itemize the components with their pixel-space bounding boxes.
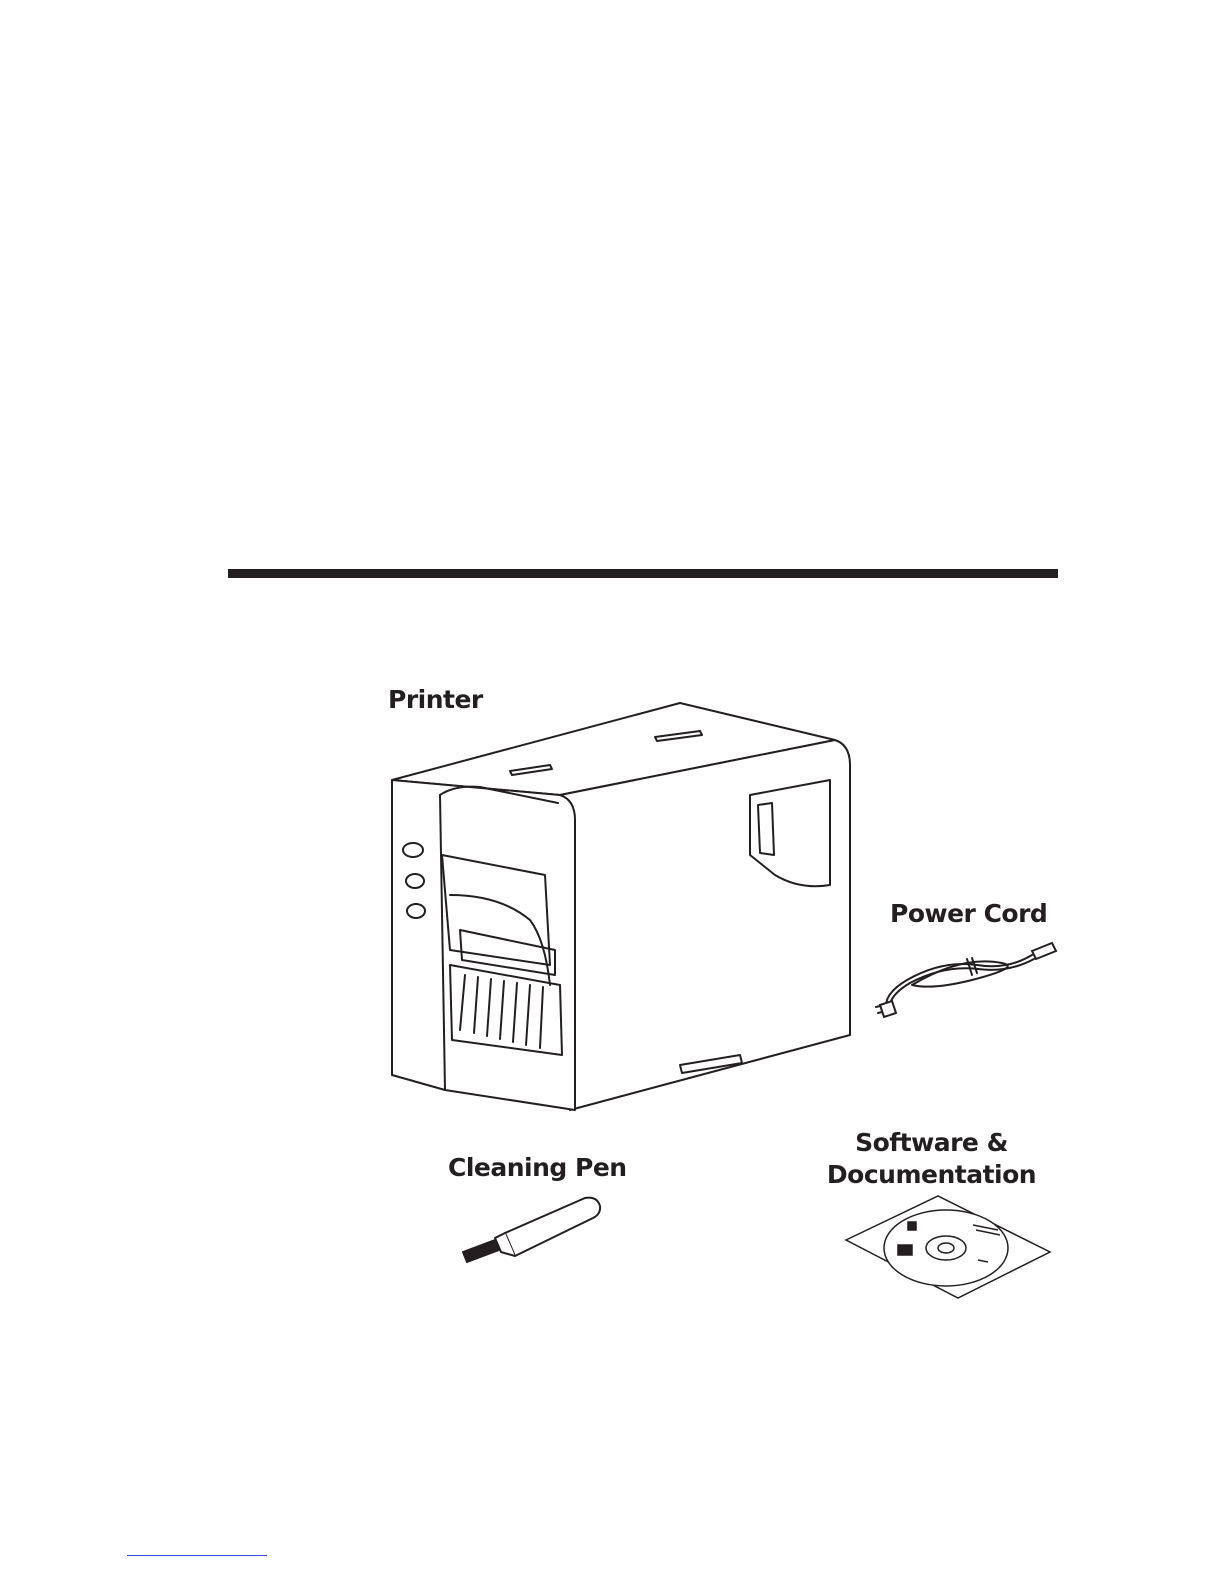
printer-label: Printer bbox=[388, 685, 483, 714]
section-divider-rule bbox=[228, 569, 1058, 578]
cd-icon bbox=[838, 1190, 1058, 1305]
printer-icon bbox=[380, 695, 860, 1120]
cleaning-pen-icon bbox=[455, 1188, 615, 1268]
software-documentation-label bbox=[824, 1127, 1039, 1191]
software-label-line1: Software & bbox=[855, 1128, 1008, 1157]
software-label-line2: Documentation bbox=[826, 1160, 1037, 1189]
power-cord-label: Power Cord bbox=[890, 899, 1048, 928]
cleaning-pen-label: Cleaning Pen bbox=[448, 1153, 627, 1182]
power-cord-icon bbox=[872, 925, 1062, 1025]
footer-link-underline bbox=[127, 1555, 267, 1556]
